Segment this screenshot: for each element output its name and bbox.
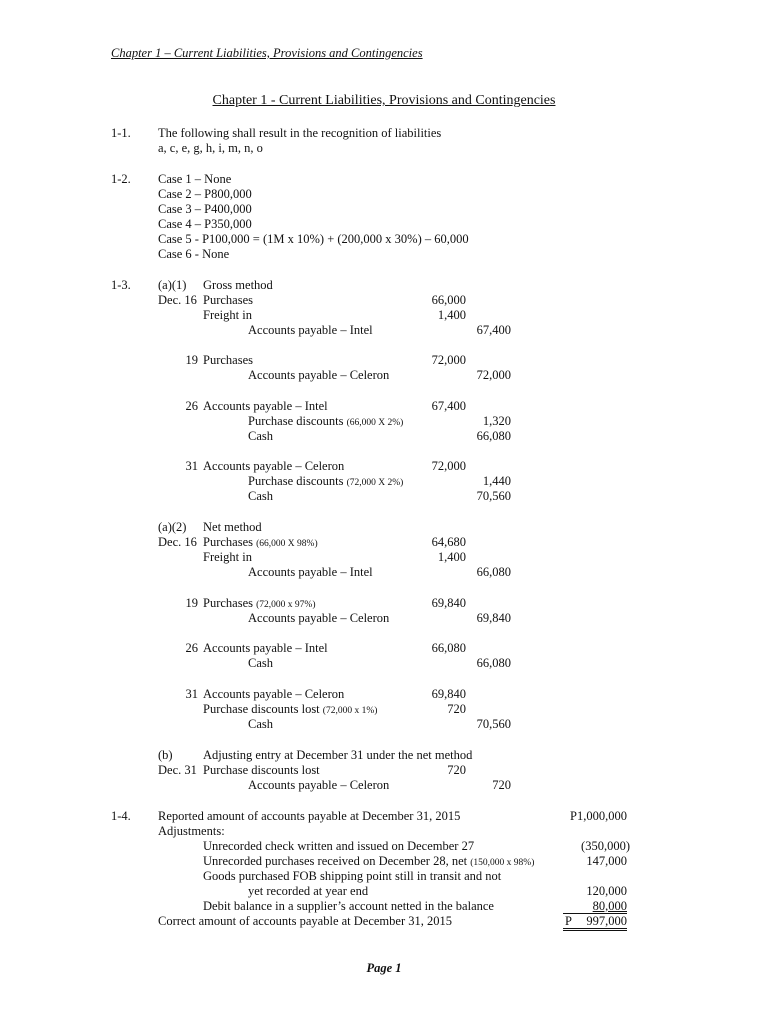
debit-account: Purchase discounts lost [203,763,320,777]
credit-account: Cash [248,489,273,503]
credit-account-label: Purchase discounts [248,474,344,488]
adjustment-value: 147,000 [586,854,627,868]
computation-note: (72,000 x 97%) [256,600,316,610]
debit-amount: 67,400 [431,399,466,413]
entry-date: 19 [185,353,198,367]
case-line: Case 2 – P800,000 [158,187,252,201]
adjustments-label: Adjustments: [158,824,225,838]
debit-account: Accounts payable – Intel [203,641,328,655]
debit-account: Accounts payable – Celeron [203,459,345,473]
adjustment-label: Goods purchased FOB shipping point still in transit and not [203,869,502,883]
problem-answer: a, c, e, g, h, i, m, n, o [158,141,263,155]
part-label: (a)(1) [158,278,187,292]
credit-amount: 66,080 [476,565,511,579]
page-title: Chapter 1 - Current Liabilities, Provisions and Contingencies [212,93,556,108]
credit-account-label: Purchase discounts [248,414,344,428]
adjustment-label: Unrecorded check written and issued on December 27 [203,839,475,853]
debit-account-label: Purchase discounts lost [203,702,320,716]
peso-sign: P [565,914,572,928]
problem-number: 1-3. [111,278,131,292]
part-title: Net method [203,520,262,534]
debit-amount: 720 [447,702,466,716]
credit-account: Accounts payable – Intel [248,323,373,337]
adjustment-text: Unrecorded purchases received on December 28, net [203,854,468,868]
credit-amount: 720 [492,778,511,792]
running-header: Chapter 1 – Current Liabilities, Provisions and Contingencies [111,46,423,60]
correct-amount-label: Correct amount of accounts payable at December 31, 2015 [158,914,452,928]
debit-amount: 72,000 [431,459,466,473]
problem-number: 1-2. [111,172,131,186]
credit-amount: 1,320 [482,414,511,428]
credit-account: Cash [248,429,273,443]
credit-account: Accounts payable – Celeron [248,611,390,625]
entry-date: 31 [185,687,198,701]
entry-date: 31 [185,459,198,473]
credit-amount: 69,840 [476,611,511,625]
debit-amount: 1,400 [437,550,466,564]
debit-amount: 66,000 [431,293,466,307]
case-line: Case 5 - P100,000 = (1M x 10%) + (200,000 x 30%) – 60,000 [158,232,469,246]
correct-amount-value: 997,000 [586,914,627,928]
debit-amount: 66,080 [431,641,466,655]
debit-account: Accounts payable – Celeron [203,687,345,701]
debit-amount: 69,840 [431,687,466,701]
entry-date: Dec. 16 [158,293,197,307]
credit-account: Accounts payable – Celeron [248,778,390,792]
part-label: (a)(2) [158,520,187,534]
problem-number: 1-1. [111,126,131,140]
credit-account: Cash [248,717,273,731]
case-line: Case 1 – None [158,172,232,186]
credit-amount: 1,440 [482,474,511,488]
debit-account [203,702,377,719]
credit-amount: 66,080 [476,429,511,443]
debit-amount: 1,400 [437,308,466,322]
credit-amount: 72,000 [476,368,511,382]
debit-account: Purchases [203,353,253,367]
computation-note: (72,000 x 1%) [322,706,378,716]
debit-account-label: Purchases [203,596,253,610]
problem-number: 1-4. [111,809,131,823]
credit-amount: 66,080 [476,656,511,670]
entry-date: Dec. 31 [158,763,197,777]
adjustment-value: 80,000 [592,899,627,913]
credit-amount: 70,560 [476,717,511,731]
computation-note: (66,000 X 98%) [256,539,318,549]
credit-account: Cash [248,656,273,670]
debit-amount: 72,000 [431,353,466,367]
problem-text: The following shall result in the recognition of liabilities [158,126,442,140]
adjustment-value: 120,000 [586,884,627,898]
page-number: Page 1 [366,961,402,975]
debit-amount: 69,840 [431,596,466,610]
credit-account: Accounts payable – Celeron [248,368,390,382]
debit-account: Freight in [203,550,252,564]
computation-note: (72,000 X 2%) [346,478,404,488]
adjustment-value: (350,000) [581,839,630,853]
reported-amount-label: Reported amount of accounts payable at December 31, 2015 [158,809,461,823]
reported-amount-value: P1,000,000 [570,809,627,823]
adjustment-label-cont: yet recorded at year end [248,884,369,898]
entry-date: 19 [185,596,198,610]
debit-account-label: Purchases [203,535,253,549]
credit-account: Accounts payable – Intel [248,565,373,579]
credit-amount: 70,560 [476,489,511,503]
computation-note: (150,000 x 98%) [470,858,535,868]
debit-account: Accounts payable – Intel [203,399,328,413]
case-line: Case 3 – P400,000 [158,202,252,216]
debit-account: Freight in [203,308,252,322]
entry-date: Dec. 16 [158,535,197,549]
part-title: Adjusting entry at December 31 under the net method [203,748,473,762]
adjustment-label: Debit balance in a supplier’s account netted in the balance [203,899,494,913]
case-line: Case 4 – P350,000 [158,217,252,231]
debit-amount: 720 [447,763,466,777]
part-title: Gross method [203,278,273,292]
credit-amount: 67,400 [476,323,511,337]
debit-amount: 64,680 [431,535,466,549]
entry-date: 26 [185,399,198,413]
debit-account: Purchases [203,293,253,307]
computation-note: (66,000 X 2%) [346,418,404,428]
entry-date: 26 [185,641,198,655]
case-line: Case 6 - None [158,247,230,261]
part-label: (b) [158,748,173,762]
